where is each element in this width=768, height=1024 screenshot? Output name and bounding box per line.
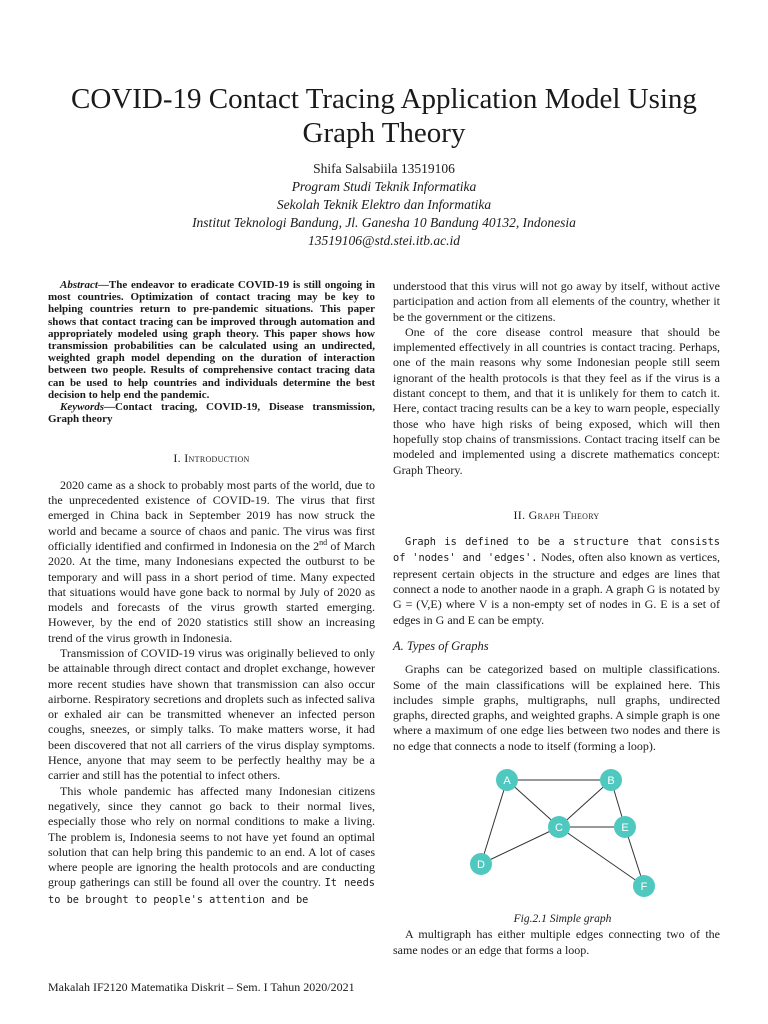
right-column (393, 279, 720, 958)
right-paragraph-1: understood that this virus will not go away by itself, without active participation and action from all elements of the country, whether it be the government or the citizens. (393, 279, 720, 324)
graph-node-label-a: A (503, 775, 511, 788)
paper-title: COVID-19 Contact Tracing Application Model Using Graph Theory (71, 83, 697, 149)
affiliation-school: Sekolah Teknik Elektro dan Informatika (276, 197, 492, 212)
affiliation-institute: Institut Teknologi Bandung, Jl. Ganesha 10 Bandung 40132, Indonesia (192, 215, 576, 230)
graph-node-label-f: F (640, 881, 648, 894)
abstract (48, 279, 375, 401)
graph-node-label-b: B (607, 775, 615, 788)
graph-node-label-d: D (477, 859, 485, 872)
intro-paragraph-2: Transmission of COVID-19 virus was originally believed to only be attainable through direct contact and droplet exchange, however more recent studies have shown that transmission can also occur airborne. Respiratory secretions and droplets such as infected saliva or exhaled air can be transmitted whenever an infected person coughs, sneezes, or simply talks. To make matters worse, it had been discovered that not all carriers of the virus display symptoms. Hence, anyone that may seem to be perfectly healthy may be a carrier and still has the potential to infect others. (48, 646, 375, 783)
left-column (48, 279, 375, 908)
page-footer: Makalah IF2120 Matematika Diskrit – Sem. I Tahun 2020/2021 (48, 980, 355, 994)
intro-paragraph-1: 2020 came as a shock to probably most parts of the world, due to the unprecedented existence of COVID-19. The virus that first emerged in China back in September 2019 has now struck the world and became a source of chaos and panic. The virus was first officially identified and confirmed in Indonesia on the 2nd of March 2020. At the time, many Indonesians expected the outburst to be temporary and will pass in a short period of time. Many expected that situations would have gone back to normal by July of 2020 as models and forecasts of the virus growth started emerging. However, by the end of 2020 statistics still show an increasing trend of the virus growth in Indonesia. (48, 477, 375, 645)
simple-graph-diagram (393, 764, 720, 912)
graph-edge-a-d (481, 780, 507, 864)
keywords-text: —Contact tracing, COVID-19, Disease transmission, Graph theory (48, 401, 375, 426)
author-name: Shifa Salsabiila 13519106 (313, 161, 455, 176)
figure-caption: Fig.2.1 Simple graph (513, 913, 612, 926)
author-block (40, 160, 728, 250)
graph-definition-paragraph: Graph is defined to be a structure that consists of 'nodes' and 'edges'. Nodes, often also known as vertices, represent certain objects in the structure and edges are lines that connect a node to another naode in a graph. A graph G is notated by G = (V,E) where V is a non-empty set of nodes in G. E is a set of edges in G and E can be empty. (393, 536, 720, 627)
subsection-types-of-graphs: A. Types of Graphs (393, 638, 489, 653)
section-heading-graph-theory: II. Graph Theory (513, 507, 600, 522)
keywords (48, 401, 375, 425)
intro-paragraph-3: This whole pandemic has affected many Indonesian citizens negatively, since they cannot go back to their normal lives, especially those who rely on normal conditions to make a living. The problem is, Indonesia seems to not have yet found an optimal solution that can help bring this pandemic to an end. A lot of cases where people are ignoring the health protocols and are conducting group gatherings can still be found all over the country. It needs to be brought to people's attention and be (48, 783, 375, 906)
right-paragraph-2: One of the core disease control measure that should be implemented effectively in all countries is contact tracing. Perhaps, one of the main reasons why some Indonesian people still seem ignorant of the health protocols is that they feel as if the virus is a distant concept to them, and that it is unlikely for them to catch it. Here, contact tracing results can be a key to warn people, especially those who have high risks of being exposed, which will then hopefully stop chains of transmissions. Contact tracing itself can be modeled and implemented using a discrete mathematics concept: Graph Theory. (393, 324, 720, 477)
graph-node-label-e: E (621, 822, 629, 835)
keywords-label: Keywords (60, 401, 104, 414)
multigraph-paragraph: A multigraph has either multiple edges connecting two of the same nodes or an edge that forms a loop. (393, 927, 720, 957)
graph-edge-c-d (481, 827, 559, 864)
types-paragraph: Graphs can be categorized based on multiple classifications. Some of the main classifications will be explained here. This includes simple graphs, multigraphs, null graphs, undirected graphs, directed graphs, and weighted graphs. A simple graph is one where a maximum of one edge lies between two nodes and there is no edge that connects a node to itself (forming a loop). (393, 662, 720, 753)
simple-graph-figure (393, 764, 720, 912)
author-email: 13519106@std.stei.itb.ac.id (308, 233, 460, 248)
section-heading-introduction: I. Introduction (173, 451, 250, 466)
affiliation-program: Program Studi Teknik Informatika (291, 179, 477, 194)
graph-node-label-c: C (555, 822, 563, 835)
abstract-label: Abstract (60, 279, 98, 291)
abstract-text: —The endeavor to eradicate COVID-19 is still ongoing in most countries. Optimization of contact tracing may be key to helping countries return to pre-pandemic situations. This paper shows that contact tracing can be improved through automation and appropriately modeled using graph theory. This paper shows how transmission probabilities can be calculated using an undirected, weighted graph model depending on the duration of interaction between two people. Results of comprehensive contact tracing data can be used to help countries and individuals determine the best decision to help end the pandemic. (48, 279, 375, 401)
